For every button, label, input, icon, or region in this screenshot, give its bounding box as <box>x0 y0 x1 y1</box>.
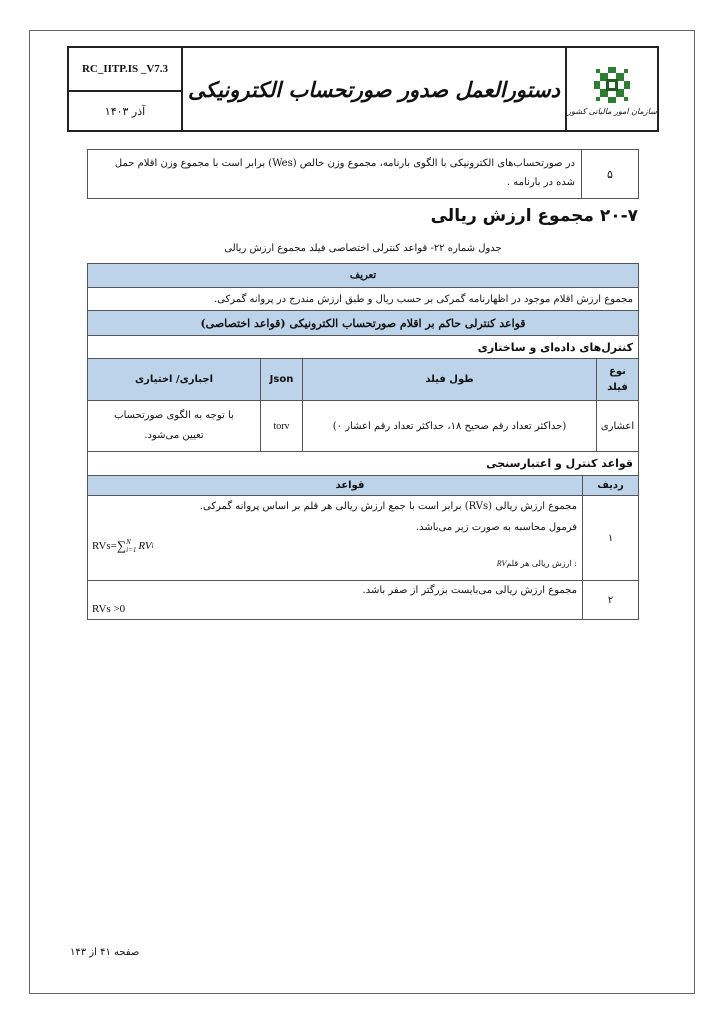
col-type: نوع فیلد <box>596 359 638 400</box>
row-text: در صورتحساب‌های الکترونیکی با الگوی بارنامه، مجموع وزن خالص (Wes) برابر است با مجموع وزن اقلام حمل شده در بارنامه . <box>114 158 575 188</box>
validation-title-row <box>88 452 638 476</box>
sum-lower: i=1 <box>126 546 137 554</box>
rule-text: فرمول محاسبه به صورت زیر می‌باشد. <box>415 522 577 533</box>
rules-table <box>87 263 639 620</box>
definition-header-row <box>88 264 638 288</box>
validation-title: قواعد کنترل و اعتبارسنجی <box>486 457 633 470</box>
rules-header-row <box>88 311 638 336</box>
columns-header-row <box>88 359 638 401</box>
sum-icon: ∑ <box>116 538 127 553</box>
sum-upper: N <box>126 538 131 546</box>
col-json: Json <box>260 359 302 400</box>
definition-text: مجموع ارزش اقلام موجود در اظهارنامه گمرکی بر حسب ریال و طبق ارزش مندرج در پروانه گمرکی. <box>214 293 633 305</box>
sum-limits <box>126 538 136 554</box>
col-length: طول فیلد <box>302 359 596 400</box>
rule-formula: RVs >0 <box>92 603 126 615</box>
formula-term: RV <box>138 540 152 552</box>
doc-title: دستورالعمل صدور صورتحساب الکترونیکی <box>187 76 561 102</box>
formula-subscript: i <box>151 542 154 550</box>
field-json: torv <box>260 401 302 451</box>
col-mandatory: اجباری/ اختیاری <box>135 374 214 385</box>
org-logo-block <box>565 48 657 130</box>
doc-date: آذر ۱۴۰۳ <box>104 104 146 118</box>
rules-header: قواعد کنترلی حاکم بر اقلام صورتحساب الکترونیکی (قواعد اختصاصی) <box>200 316 526 330</box>
definition-header: تعریف <box>349 270 377 281</box>
data-controls-row <box>88 336 638 359</box>
rule-row-1 <box>88 496 638 581</box>
org-name: سازمان امور مالیاتی کشور <box>567 106 657 116</box>
validation-columns-row <box>88 476 638 496</box>
field-row <box>88 401 638 452</box>
section-title: ۲۰-۷ مجموع ارزش ریالی <box>430 206 638 226</box>
field-mandatory: با توجه به الگوی صورتحساب تعیین می‌شود. <box>114 410 234 441</box>
field-length: (حداکثر تعداد رقم صحیح ۱۸، حداکثر تعداد رقم اعشار ۰) <box>302 401 596 451</box>
rule-number: ۱ <box>582 496 638 580</box>
document-header <box>67 46 659 132</box>
tax-organization-logo-icon <box>592 65 632 105</box>
col-rules: قواعد <box>335 480 365 491</box>
formula-lhs: RVs= <box>92 540 117 552</box>
col-row: ردیف <box>582 476 638 495</box>
rule-number: ۲ <box>582 581 638 619</box>
footnote-text: : ارزش ریالی هر قلم <box>506 559 577 568</box>
row-number: ۵ <box>581 150 638 198</box>
table-caption: جدول شماره ۲۲- قواعد کنترلی اختصاصی فیلد مجموع ارزش ریالی <box>224 243 502 254</box>
rule-content <box>88 496 582 580</box>
header-meta <box>69 48 183 130</box>
rule-content <box>88 581 582 619</box>
rule-formula <box>92 538 154 554</box>
rule-row-2 <box>88 581 638 619</box>
rule-text: مجموع ارزش ریالی (RVs) برابر است با جمع ارزش ریالی هر قلم بر اساس پروانه گمرکی. <box>199 501 577 512</box>
page-number: صفحه ۴۱ از ۱۴۳ <box>70 947 140 958</box>
doc-code: RC_IITP.IS _V7.3 <box>69 48 181 92</box>
rule-text: مجموع ارزش ریالی می‌بایست بزرگتر از صفر باشد. <box>362 585 577 596</box>
footnote-variable: RV <box>496 559 507 568</box>
definition-row <box>88 288 638 311</box>
continuation-table-row <box>87 149 639 199</box>
data-controls-title: کنترل‌های داده‌ای و ساختاری <box>477 340 633 354</box>
rule-footnote <box>497 559 577 568</box>
field-type: اعشاری <box>596 401 638 451</box>
